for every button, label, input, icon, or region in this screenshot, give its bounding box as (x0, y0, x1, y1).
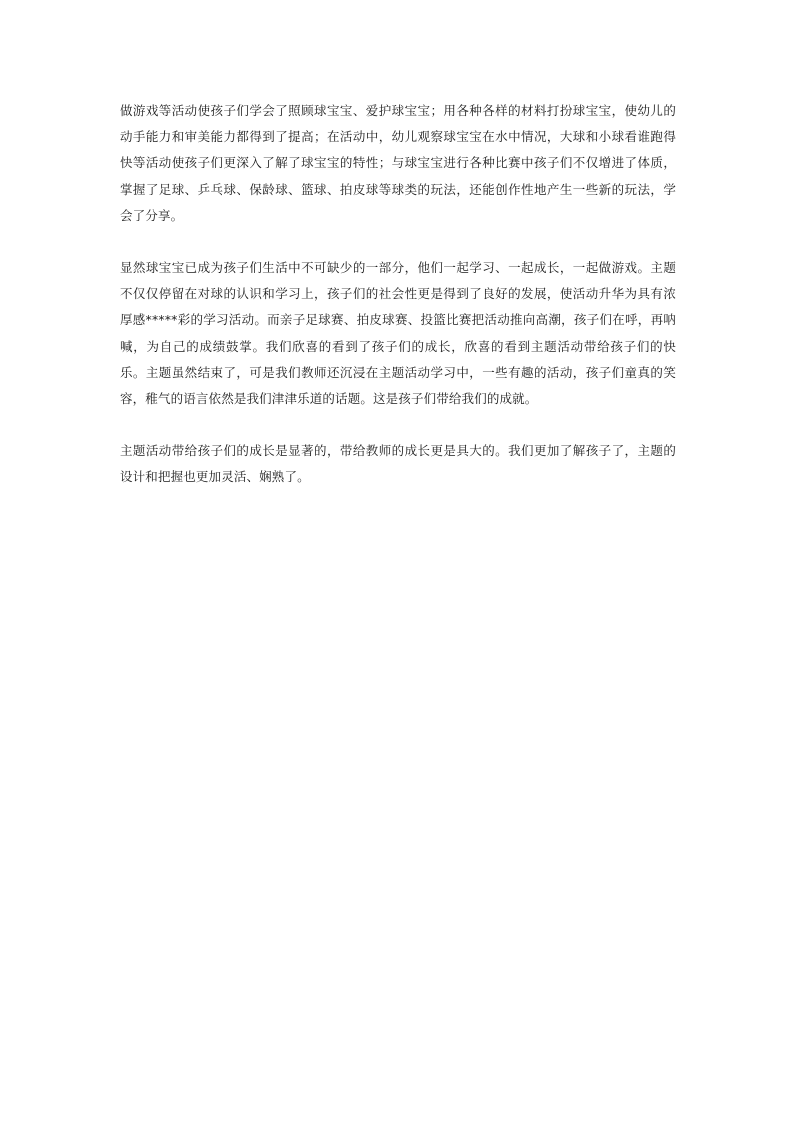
document-body (120, 98, 676, 491)
paragraph-3: 主题活动带给孩子们的成长是显著的，带给教师的成长更是具大的。我们更加了解孩子了，主题的设计和把握也更加灵活、娴熟了。 (120, 443, 676, 485)
paragraph-2: 显然球宝宝已成为孩子们生活中不可缺少的一部分，他们一起学习、一起成长，一起做游戏。主题不仅仅停留在对球的认识和学习上，孩子们的社会性更是得到了良好的发展，使活动升华为具有浓厚感*****彩的学习活动。而亲子足球赛、拍皮球赛、投篮比赛把活动推向高潮，孩子们在呼，再呐喊，为自己的成绩鼓掌。我们欣喜的看到了孩子们的成长，欣喜的看到主题活动带给孩子们的快乐。主题虽然结束了，可是我们教师还沉浸在主题活动学习中，一些有趣的活动，孩子们童真的笑容，稚气的语言依然是我们津津乐道的话题。这是孩子们带给我们的成就。 (120, 260, 676, 407)
paragraph-1: 做游戏等活动使孩子们学会了照顾球宝宝、爱护球宝宝；用各种各样的材料打扮球宝宝，使幼儿的动手能力和审美能力都得到了提高；在活动中，幼儿观察球宝宝在水中情况，大球和小球看谁跑得快等活动使孩子们更深入了解了球宝宝的特性；与球宝宝进行各种比赛中孩子们不仅增进了体质，掌握了足球、乒乓球、保龄球、篮球、拍皮球等球类的玩法，还能创作性地产生一些新的玩法，学会了分享。 (120, 103, 676, 223)
